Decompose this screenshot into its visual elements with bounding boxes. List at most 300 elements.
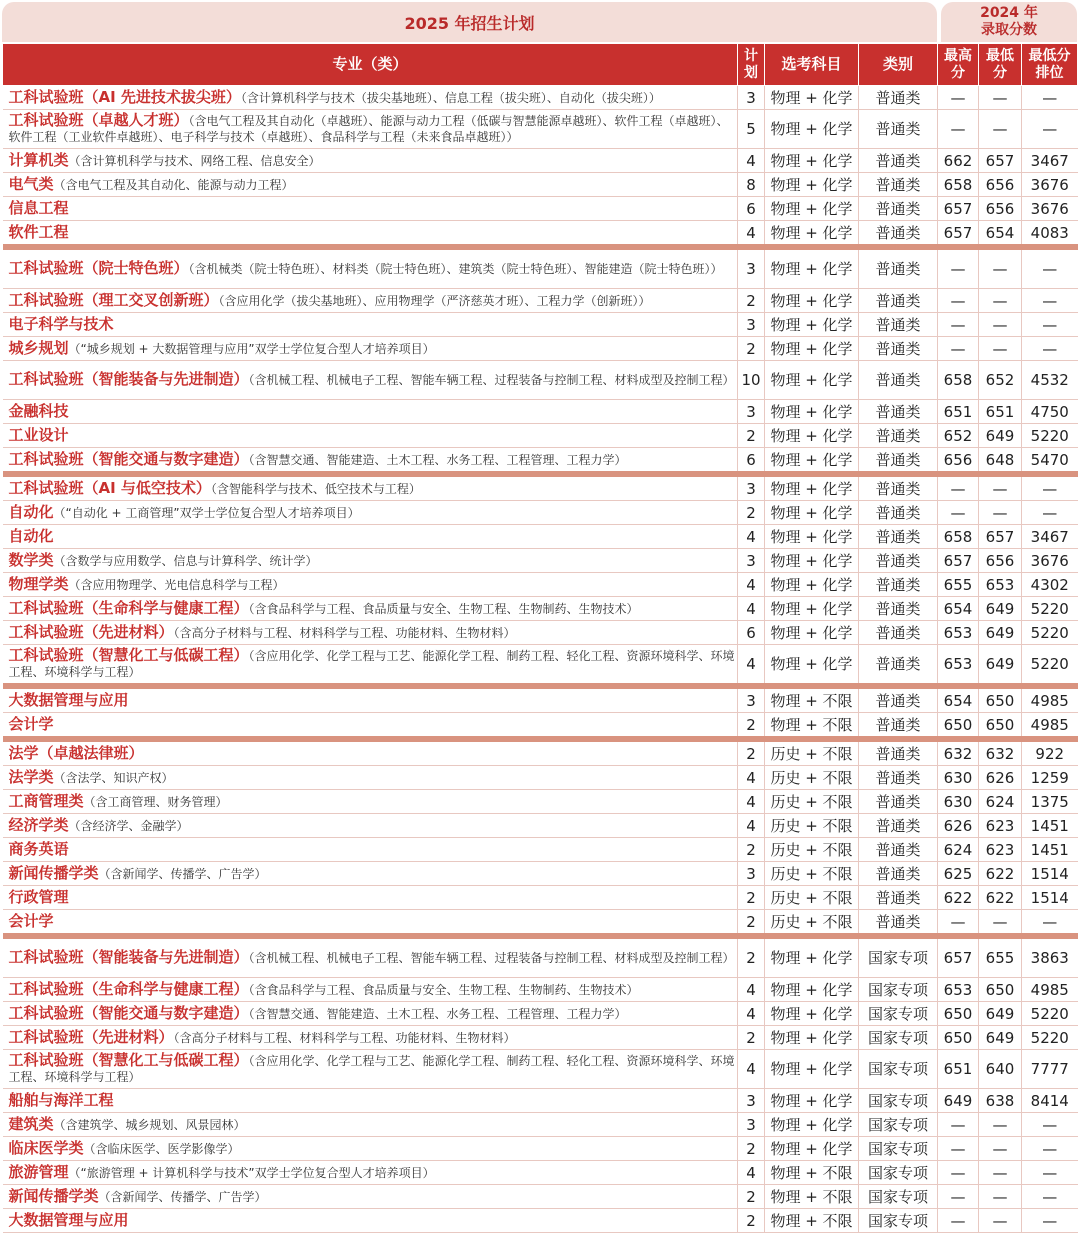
min-rank: 922 bbox=[1022, 739, 1078, 766]
table-row bbox=[3, 549, 1078, 573]
min-score: 649 bbox=[979, 1026, 1022, 1050]
min-score: — bbox=[979, 86, 1022, 110]
min-rank: 5220 bbox=[1022, 1002, 1078, 1026]
min-score: 626 bbox=[979, 766, 1022, 790]
major-note: （含机械工程、机械电子工程、智能车辆工程、过程装备与控制工程、材料成型及控制工程） bbox=[248, 951, 735, 965]
major-note: （含智慧交通、智能建造、土木工程、水务工程、工程管理、工程力学） bbox=[248, 1007, 627, 1021]
max-score: 650 bbox=[938, 1026, 979, 1050]
subject-requirement: 物理 + 化学 bbox=[765, 978, 859, 1002]
max-score: 624 bbox=[938, 838, 979, 862]
max-score: — bbox=[938, 110, 979, 149]
column-header-min-score: 最低 分 bbox=[979, 44, 1022, 86]
subject-requirement: 物理 + 化学 bbox=[765, 86, 859, 110]
plan-section-title: 2025 年招生计划 bbox=[404, 13, 535, 33]
major-name: 工科试验班（院士特色班） bbox=[8, 259, 189, 277]
min-rank: — bbox=[1022, 1209, 1078, 1233]
max-score: — bbox=[938, 313, 979, 337]
table-row bbox=[3, 838, 1078, 862]
subject-requirement: 历史 + 不限 bbox=[765, 766, 859, 790]
min-score: 656 bbox=[979, 549, 1022, 573]
plan-count: 2 bbox=[738, 886, 765, 910]
min-rank: 5220 bbox=[1022, 621, 1078, 645]
admission-category: 国家专项 bbox=[859, 1137, 938, 1161]
min-rank: 3467 bbox=[1022, 149, 1078, 173]
major-note: （含电气工程及其自动化（卓越班）、能源与动力工程（低碳与智慧能源卓越班）、软件工程（卓越班）、软件工程（工业软件卓越班）、电子科学与技术（卓越班）、食品科学与工程（未来食品卓越班）） bbox=[8, 114, 729, 144]
min-score: 650 bbox=[979, 713, 1022, 740]
min-score: 640 bbox=[979, 1050, 1022, 1089]
plan-count: 2 bbox=[738, 936, 765, 978]
major-cell bbox=[3, 597, 738, 621]
subject-requirement: 物理 + 化学 bbox=[765, 361, 859, 400]
major-cell bbox=[3, 525, 738, 549]
column-header-max-score: 最高 分 bbox=[938, 44, 979, 86]
table-row bbox=[3, 1050, 1078, 1089]
min-rank: — bbox=[1022, 86, 1078, 110]
subject-requirement: 物理 + 化学 bbox=[765, 448, 859, 475]
major-name: 工科试验班（智能交通与数字建造） bbox=[8, 1004, 249, 1022]
major-name: 大数据管理与应用 bbox=[8, 1211, 129, 1229]
admission-category: 普通类 bbox=[859, 766, 938, 790]
subject-requirement: 物理 + 不限 bbox=[765, 1209, 859, 1233]
min-score: 622 bbox=[979, 862, 1022, 886]
major-note: （含食品科学与工程、食品质量与安全、生物工程、生物制药、生物技术） bbox=[248, 983, 639, 997]
subject-requirement: 历史 + 不限 bbox=[765, 862, 859, 886]
admission-category: 普通类 bbox=[859, 448, 938, 475]
major-name: 法学类 bbox=[8, 768, 54, 786]
subject-requirement: 物理 + 不限 bbox=[765, 713, 859, 740]
min-score: — bbox=[979, 313, 1022, 337]
min-rank: 3676 bbox=[1022, 549, 1078, 573]
major-cell bbox=[3, 621, 738, 645]
table-row bbox=[3, 149, 1078, 173]
max-score: — bbox=[938, 910, 979, 937]
min-rank: 4302 bbox=[1022, 573, 1078, 597]
major-note: （含法学、知识产权） bbox=[53, 771, 174, 785]
min-rank: 1451 bbox=[1022, 814, 1078, 838]
major-note: （含工商管理、财务管理） bbox=[83, 795, 228, 809]
admission-category: 普通类 bbox=[859, 621, 938, 645]
table-row bbox=[3, 1209, 1078, 1233]
major-note: （含临床医学、医学影像学） bbox=[83, 1142, 240, 1156]
major-name: 工科试验班（智能装备与先进制造） bbox=[8, 370, 249, 388]
major-note: （含智慧交通、智能建造、土木工程、水务工程、工程管理、工程力学） bbox=[248, 453, 627, 467]
major-note: （“自动化 + 工商管理”双学士学位复合型人才培养项目） bbox=[53, 506, 360, 520]
column-header-min-rank: 最低分 排位 bbox=[1022, 44, 1078, 86]
major-note: （含新闻学、传播学、广告学） bbox=[98, 867, 267, 881]
major-cell bbox=[3, 713, 738, 740]
table-row bbox=[3, 1002, 1078, 1026]
admission-category: 普通类 bbox=[859, 886, 938, 910]
plan-count: 4 bbox=[738, 978, 765, 1002]
admission-category: 普通类 bbox=[859, 525, 938, 549]
min-score: 649 bbox=[979, 1002, 1022, 1026]
plan-count: 6 bbox=[738, 197, 765, 221]
max-score: 630 bbox=[938, 766, 979, 790]
major-cell bbox=[3, 1089, 738, 1113]
major-name: 工科试验班（智慧化工与低碳工程） bbox=[8, 1051, 249, 1069]
major-name: 工科试验班（AI 与低空技术） bbox=[8, 479, 211, 497]
major-name: 电气类 bbox=[8, 175, 54, 193]
min-rank: 4532 bbox=[1022, 361, 1078, 400]
admission-category: 普通类 bbox=[859, 313, 938, 337]
min-rank: 1259 bbox=[1022, 766, 1078, 790]
major-name: 商务英语 bbox=[8, 840, 69, 858]
table-row bbox=[3, 1026, 1078, 1050]
plan-count: 4 bbox=[738, 149, 765, 173]
admission-category: 普通类 bbox=[859, 838, 938, 862]
min-rank: 4750 bbox=[1022, 400, 1078, 424]
plan-count: 4 bbox=[738, 645, 765, 687]
admission-category: 国家专项 bbox=[859, 1089, 938, 1113]
min-score: 623 bbox=[979, 814, 1022, 838]
subject-requirement: 物理 + 化学 bbox=[765, 337, 859, 361]
subject-requirement: 物理 + 不限 bbox=[765, 686, 859, 713]
major-name: 金融科技 bbox=[8, 402, 69, 420]
min-score: 648 bbox=[979, 448, 1022, 475]
min-rank: 5470 bbox=[1022, 448, 1078, 475]
major-name: 船舶与海洋工程 bbox=[8, 1091, 114, 1109]
major-cell bbox=[3, 149, 738, 173]
min-score: 652 bbox=[979, 361, 1022, 400]
table-row bbox=[3, 474, 1078, 501]
major-cell bbox=[3, 110, 738, 149]
major-cell bbox=[3, 814, 738, 838]
admission-category: 普通类 bbox=[859, 597, 938, 621]
plan-count: 8 bbox=[738, 173, 765, 197]
column-header-category: 类别 bbox=[859, 44, 938, 86]
max-score: 625 bbox=[938, 862, 979, 886]
subject-requirement: 物理 + 化学 bbox=[765, 645, 859, 687]
table-row bbox=[3, 936, 1078, 978]
major-cell bbox=[3, 739, 738, 766]
min-rank: — bbox=[1022, 1185, 1078, 1209]
major-name: 工商管理类 bbox=[8, 792, 84, 810]
major-note: （含新闻学、传播学、广告学） bbox=[98, 1190, 267, 1204]
subject-requirement: 历史 + 不限 bbox=[765, 838, 859, 862]
major-cell bbox=[3, 501, 738, 525]
min-score: 623 bbox=[979, 838, 1022, 862]
subject-requirement: 物理 + 化学 bbox=[765, 549, 859, 573]
major-name: 工科试验班（理工交叉创新班） bbox=[8, 291, 219, 309]
min-score: — bbox=[979, 1185, 1022, 1209]
major-cell bbox=[3, 361, 738, 400]
plan-count: 4 bbox=[738, 1002, 765, 1026]
min-rank: 4985 bbox=[1022, 713, 1078, 740]
table-row bbox=[3, 1113, 1078, 1137]
major-name: 自动化 bbox=[8, 503, 54, 521]
max-score: 654 bbox=[938, 686, 979, 713]
major-note: （含机械类（院士特色班）、材料类（院士特色班）、建筑类（院士特色班）、智能建造（院士特色班）） bbox=[188, 262, 723, 276]
major-note: （含应用化学、化学工程与工艺、能源化学工程、制药工程、轻化工程、资源环境科学、环境工程、环境科学与工程） bbox=[8, 1054, 735, 1084]
table-row bbox=[3, 1137, 1078, 1161]
max-score: 657 bbox=[938, 549, 979, 573]
subject-requirement: 物理 + 化学 bbox=[765, 313, 859, 337]
table-row bbox=[3, 790, 1078, 814]
min-score: — bbox=[979, 1137, 1022, 1161]
max-score: — bbox=[938, 337, 979, 361]
table-row bbox=[3, 337, 1078, 361]
major-name: 大数据管理与应用 bbox=[8, 691, 129, 709]
major-note: （含应用化学、化学工程与工艺、能源化学工程、制药工程、轻化工程、资源环境科学、环境工程、环境科学与工程） bbox=[8, 649, 735, 679]
admission-category: 普通类 bbox=[859, 549, 938, 573]
plan-count: 2 bbox=[738, 337, 765, 361]
major-name: 新闻传播学类 bbox=[8, 1187, 99, 1205]
subject-requirement: 物理 + 化学 bbox=[765, 289, 859, 313]
min-score: 655 bbox=[979, 936, 1022, 978]
min-score: — bbox=[979, 1161, 1022, 1185]
max-score: 653 bbox=[938, 978, 979, 1002]
major-name: 城乡规划 bbox=[8, 339, 69, 357]
major-name: 工科试验班（智慧化工与低碳工程） bbox=[8, 646, 249, 664]
plan-count: 3 bbox=[738, 686, 765, 713]
max-score: 626 bbox=[938, 814, 979, 838]
major-note: （含智能科学与技术、低空技术与工程） bbox=[210, 482, 421, 496]
plan-count: 3 bbox=[738, 1089, 765, 1113]
major-name: 工科试验班（智能交通与数字建造） bbox=[8, 450, 249, 468]
table-row bbox=[3, 886, 1078, 910]
min-score: 650 bbox=[979, 978, 1022, 1002]
major-cell bbox=[3, 448, 738, 475]
plan-count: 3 bbox=[738, 400, 765, 424]
table-row bbox=[3, 424, 1078, 448]
major-note: （含应用化学（拔尖基地班）、应用物理学（严济慈英才班）、工程力学（创新班）） bbox=[218, 294, 651, 308]
major-cell bbox=[3, 1185, 738, 1209]
plan-count: 3 bbox=[738, 1113, 765, 1137]
admission-category: 普通类 bbox=[859, 247, 938, 289]
table-row bbox=[3, 247, 1078, 289]
major-cell bbox=[3, 790, 738, 814]
subject-requirement: 物理 + 化学 bbox=[765, 173, 859, 197]
max-score: — bbox=[938, 1209, 979, 1233]
major-cell bbox=[3, 1002, 738, 1026]
major-name: 工业设计 bbox=[8, 426, 69, 444]
table-row bbox=[3, 1089, 1078, 1113]
admission-category: 普通类 bbox=[859, 739, 938, 766]
score-section-header bbox=[941, 2, 1077, 42]
major-note: （含电气工程及其自动化、能源与动力工程） bbox=[53, 178, 294, 192]
plan-count: 3 bbox=[738, 474, 765, 501]
major-name: 工科试验班（卓越人才班） bbox=[8, 111, 189, 129]
plan-count: 2 bbox=[738, 501, 765, 525]
min-rank: — bbox=[1022, 247, 1078, 289]
min-rank: 5220 bbox=[1022, 424, 1078, 448]
table-row bbox=[3, 221, 1078, 248]
admission-category: 国家专项 bbox=[859, 1050, 938, 1089]
subject-requirement: 物理 + 化学 bbox=[765, 400, 859, 424]
major-cell bbox=[3, 1209, 738, 1233]
major-cell bbox=[3, 197, 738, 221]
major-name: 经济学类 bbox=[8, 816, 69, 834]
subject-requirement: 物理 + 化学 bbox=[765, 221, 859, 248]
admission-category: 普通类 bbox=[859, 173, 938, 197]
major-name: 物理学类 bbox=[8, 575, 69, 593]
table-row bbox=[3, 197, 1078, 221]
major-cell bbox=[3, 766, 738, 790]
major-note: （含计算机科学与技术、网络工程、信息安全） bbox=[68, 154, 321, 168]
major-cell bbox=[3, 474, 738, 501]
major-cell bbox=[3, 1026, 738, 1050]
score-section-title-line2: 录取分数 bbox=[981, 22, 1037, 38]
plan-section-header bbox=[2, 2, 937, 42]
max-score: — bbox=[938, 1185, 979, 1209]
plan-count: 4 bbox=[738, 814, 765, 838]
subject-requirement: 物理 + 化学 bbox=[765, 1002, 859, 1026]
major-name: 自动化 bbox=[8, 527, 54, 545]
major-cell bbox=[3, 573, 738, 597]
max-score: 657 bbox=[938, 197, 979, 221]
major-note: （含建筑学、城乡规划、风景园林） bbox=[53, 1118, 246, 1132]
plan-count: 4 bbox=[738, 1050, 765, 1089]
min-score: 622 bbox=[979, 886, 1022, 910]
major-cell bbox=[3, 549, 738, 573]
subject-requirement: 历史 + 不限 bbox=[765, 886, 859, 910]
major-cell bbox=[3, 86, 738, 110]
table-row bbox=[3, 645, 1078, 687]
table-row bbox=[3, 713, 1078, 740]
major-note: （含高分子材料与工程、材料科学与工程、功能材料、生物材料） bbox=[173, 626, 516, 640]
table-row bbox=[3, 86, 1078, 110]
table-row bbox=[3, 400, 1078, 424]
max-score: — bbox=[938, 1161, 979, 1185]
min-rank: 1375 bbox=[1022, 790, 1078, 814]
column-header-major: 专业（类） bbox=[3, 44, 738, 86]
min-score: 656 bbox=[979, 197, 1022, 221]
min-rank: 3863 bbox=[1022, 936, 1078, 978]
min-rank: 5220 bbox=[1022, 597, 1078, 621]
admission-category: 普通类 bbox=[859, 400, 938, 424]
plan-count: 2 bbox=[738, 1026, 765, 1050]
max-score: — bbox=[938, 474, 979, 501]
max-score: 658 bbox=[938, 173, 979, 197]
max-score: — bbox=[938, 289, 979, 313]
min-rank: 3467 bbox=[1022, 525, 1078, 549]
admission-table bbox=[2, 43, 1078, 1233]
plan-count: 2 bbox=[738, 424, 765, 448]
min-rank: 4083 bbox=[1022, 221, 1078, 248]
max-score: — bbox=[938, 501, 979, 525]
plan-count: 2 bbox=[738, 1209, 765, 1233]
admission-category: 国家专项 bbox=[859, 1113, 938, 1137]
min-rank: 1451 bbox=[1022, 838, 1078, 862]
min-score: 656 bbox=[979, 173, 1022, 197]
admission-category: 普通类 bbox=[859, 573, 938, 597]
table-row bbox=[3, 361, 1078, 400]
major-note: （含应用物理学、光电信息科学与工程） bbox=[68, 578, 285, 592]
major-name: 会计学 bbox=[8, 912, 54, 930]
max-score: 622 bbox=[938, 886, 979, 910]
subject-requirement: 物理 + 化学 bbox=[765, 1050, 859, 1089]
min-score: 624 bbox=[979, 790, 1022, 814]
major-cell bbox=[3, 313, 738, 337]
major-cell bbox=[3, 910, 738, 937]
major-name: 数学类 bbox=[8, 551, 54, 569]
admission-category: 普通类 bbox=[859, 86, 938, 110]
min-rank: — bbox=[1022, 337, 1078, 361]
subject-requirement: 物理 + 化学 bbox=[765, 110, 859, 149]
major-name: 行政管理 bbox=[8, 888, 69, 906]
plan-count: 4 bbox=[738, 766, 765, 790]
min-rank: 5220 bbox=[1022, 645, 1078, 687]
plan-count: 3 bbox=[738, 247, 765, 289]
min-score: 657 bbox=[979, 149, 1022, 173]
admission-category: 普通类 bbox=[859, 686, 938, 713]
min-score: 649 bbox=[979, 645, 1022, 687]
table-row bbox=[3, 978, 1078, 1002]
score-section-title-line1: 2024 年 bbox=[980, 5, 1038, 21]
min-score: 649 bbox=[979, 597, 1022, 621]
admission-category: 普通类 bbox=[859, 197, 938, 221]
max-score: 658 bbox=[938, 361, 979, 400]
plan-count: 3 bbox=[738, 862, 765, 886]
table-header-row bbox=[3, 44, 1078, 86]
subject-requirement: 物理 + 化学 bbox=[765, 573, 859, 597]
subject-requirement: 物理 + 化学 bbox=[765, 474, 859, 501]
table-row bbox=[3, 573, 1078, 597]
admission-category: 普通类 bbox=[859, 910, 938, 937]
admission-category: 国家专项 bbox=[859, 936, 938, 978]
min-rank: — bbox=[1022, 474, 1078, 501]
major-name: 会计学 bbox=[8, 715, 54, 733]
column-header-subject: 选考科目 bbox=[765, 44, 859, 86]
min-rank: 7777 bbox=[1022, 1050, 1078, 1089]
max-score: 630 bbox=[938, 790, 979, 814]
admission-category: 普通类 bbox=[859, 110, 938, 149]
subject-requirement: 历史 + 不限 bbox=[765, 814, 859, 838]
major-note: （“城乡规划 + 大数据管理与应用”双学士学位复合型人才培养项目） bbox=[68, 342, 435, 356]
admission-category: 普通类 bbox=[859, 645, 938, 687]
admission-category: 普通类 bbox=[859, 221, 938, 248]
admission-category: 国家专项 bbox=[859, 1002, 938, 1026]
major-note: （含机械工程、机械电子工程、智能车辆工程、过程装备与控制工程、材料成型及控制工程） bbox=[248, 373, 735, 387]
major-name: 工科试验班（生命科学与健康工程） bbox=[8, 599, 249, 617]
subject-requirement: 物理 + 化学 bbox=[765, 621, 859, 645]
min-rank: 3676 bbox=[1022, 197, 1078, 221]
plan-count: 2 bbox=[738, 1185, 765, 1209]
min-score: 638 bbox=[979, 1089, 1022, 1113]
major-cell bbox=[3, 886, 738, 910]
admission-category: 国家专项 bbox=[859, 1209, 938, 1233]
subject-requirement: 物理 + 化学 bbox=[765, 1026, 859, 1050]
table-row bbox=[3, 525, 1078, 549]
admission-category: 普通类 bbox=[859, 361, 938, 400]
subject-requirement: 物理 + 化学 bbox=[765, 1089, 859, 1113]
min-score: — bbox=[979, 910, 1022, 937]
major-name: 法学（卓越法律班） bbox=[8, 744, 144, 762]
max-score: 656 bbox=[938, 448, 979, 475]
min-rank: — bbox=[1022, 501, 1078, 525]
max-score: 652 bbox=[938, 424, 979, 448]
table-row bbox=[3, 621, 1078, 645]
table-row bbox=[3, 597, 1078, 621]
min-rank: — bbox=[1022, 289, 1078, 313]
plan-count: 2 bbox=[738, 739, 765, 766]
plan-count: 3 bbox=[738, 313, 765, 337]
table-row bbox=[3, 501, 1078, 525]
major-note: （含高分子材料与工程、材料科学与工程、功能材料、生物材料） bbox=[173, 1031, 516, 1045]
min-rank: — bbox=[1022, 1113, 1078, 1137]
plan-count: 2 bbox=[738, 713, 765, 740]
major-name: 工科试验班（智能装备与先进制造） bbox=[8, 948, 249, 966]
admission-category: 国家专项 bbox=[859, 1026, 938, 1050]
major-name: 建筑类 bbox=[8, 1115, 54, 1133]
min-score: 649 bbox=[979, 424, 1022, 448]
subject-requirement: 历史 + 不限 bbox=[765, 739, 859, 766]
table-row bbox=[3, 173, 1078, 197]
max-score: 650 bbox=[938, 713, 979, 740]
max-score: 658 bbox=[938, 525, 979, 549]
major-name: 工科试验班（先进材料） bbox=[8, 623, 174, 641]
major-name: 软件工程 bbox=[8, 223, 69, 241]
